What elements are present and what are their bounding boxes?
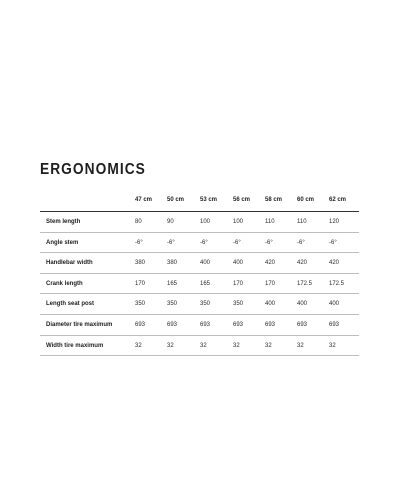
- table-cell: 400: [265, 301, 276, 308]
- row-label: Handlebar width: [46, 260, 93, 267]
- table-cell: 170: [135, 280, 146, 287]
- table-cell: 32: [233, 342, 240, 349]
- table-cell: -6°: [265, 239, 273, 246]
- table-cell: 120: [329, 219, 340, 225]
- table-cell: 165: [200, 280, 211, 287]
- row-label: Angle stem: [46, 239, 79, 246]
- table-cell: 172.5: [297, 280, 313, 287]
- table-cell: 165: [167, 280, 178, 287]
- table-row: [40, 274, 359, 295]
- table-cell: 693: [265, 321, 276, 328]
- table-cell: 100: [200, 219, 211, 225]
- ergonomics-table: [40, 192, 359, 356]
- table-cell: 693: [135, 321, 146, 328]
- table-cell: 32: [297, 342, 304, 349]
- table-cell: 350: [200, 301, 211, 308]
- table-cell: 693: [329, 321, 340, 328]
- row-label: Diameter tire maximum: [46, 321, 113, 328]
- table-cell: 693: [297, 321, 308, 328]
- table-row: [40, 212, 359, 233]
- table-cell: 420: [265, 260, 276, 267]
- table-cell: 380: [135, 260, 146, 267]
- table-cell: 100: [233, 219, 244, 225]
- table-cell: 420: [329, 260, 340, 267]
- table-row: [40, 294, 359, 315]
- column-header: 56 cm: [233, 197, 251, 203]
- table-cell: 420: [297, 260, 308, 267]
- table-cell: 350: [233, 301, 244, 308]
- table-cell: 350: [135, 301, 146, 308]
- table-cell: 693: [200, 321, 211, 328]
- table-cell: 693: [233, 321, 244, 328]
- table-cell: 170: [233, 280, 244, 287]
- table-cell: 110: [265, 219, 275, 225]
- table-row: [40, 233, 359, 254]
- table-cell: -6°: [329, 239, 337, 246]
- table-cell: 172.5: [329, 280, 345, 287]
- table-cell: -6°: [200, 239, 208, 246]
- row-label: Width tire maximum: [46, 342, 104, 349]
- table-cell: 350: [167, 301, 178, 308]
- row-label: Crank length: [46, 280, 83, 287]
- table-cell: 110: [297, 219, 307, 225]
- column-header: 50 cm: [167, 197, 185, 203]
- column-header: 53 cm: [200, 197, 218, 203]
- table-header-row: [40, 192, 359, 212]
- column-header: 47 cm: [135, 197, 153, 203]
- column-header: 60 cm: [297, 197, 315, 203]
- table-cell: 170: [265, 280, 276, 287]
- table-row: [40, 253, 359, 274]
- table-cell: -6°: [297, 239, 305, 246]
- table-cell: -6°: [167, 239, 175, 246]
- table-row: [40, 315, 359, 336]
- column-header: 62 cm: [329, 197, 347, 203]
- table-cell: 90: [167, 219, 174, 225]
- row-label: Stem length: [46, 219, 81, 225]
- table-cell: 693: [167, 321, 178, 328]
- table-cell: -6°: [135, 239, 143, 246]
- row-label: Length seat post: [46, 301, 95, 308]
- table-cell: 400: [200, 260, 211, 267]
- table-cell: 380: [167, 260, 178, 267]
- table-cell: -6°: [233, 239, 241, 246]
- table-cell: 32: [200, 342, 207, 349]
- column-header: 58 cm: [265, 197, 283, 203]
- table-cell: 32: [265, 342, 272, 349]
- table-row: [40, 336, 359, 357]
- table-cell: 400: [329, 301, 340, 308]
- table-cell: 400: [297, 301, 308, 308]
- table-cell: 400: [233, 260, 244, 267]
- page-title: ERGONOMICS: [40, 161, 146, 178]
- table-cell: 32: [135, 342, 142, 349]
- table-cell: 80: [135, 219, 142, 225]
- table-cell: 32: [329, 342, 336, 349]
- table-cell: 32: [167, 342, 174, 349]
